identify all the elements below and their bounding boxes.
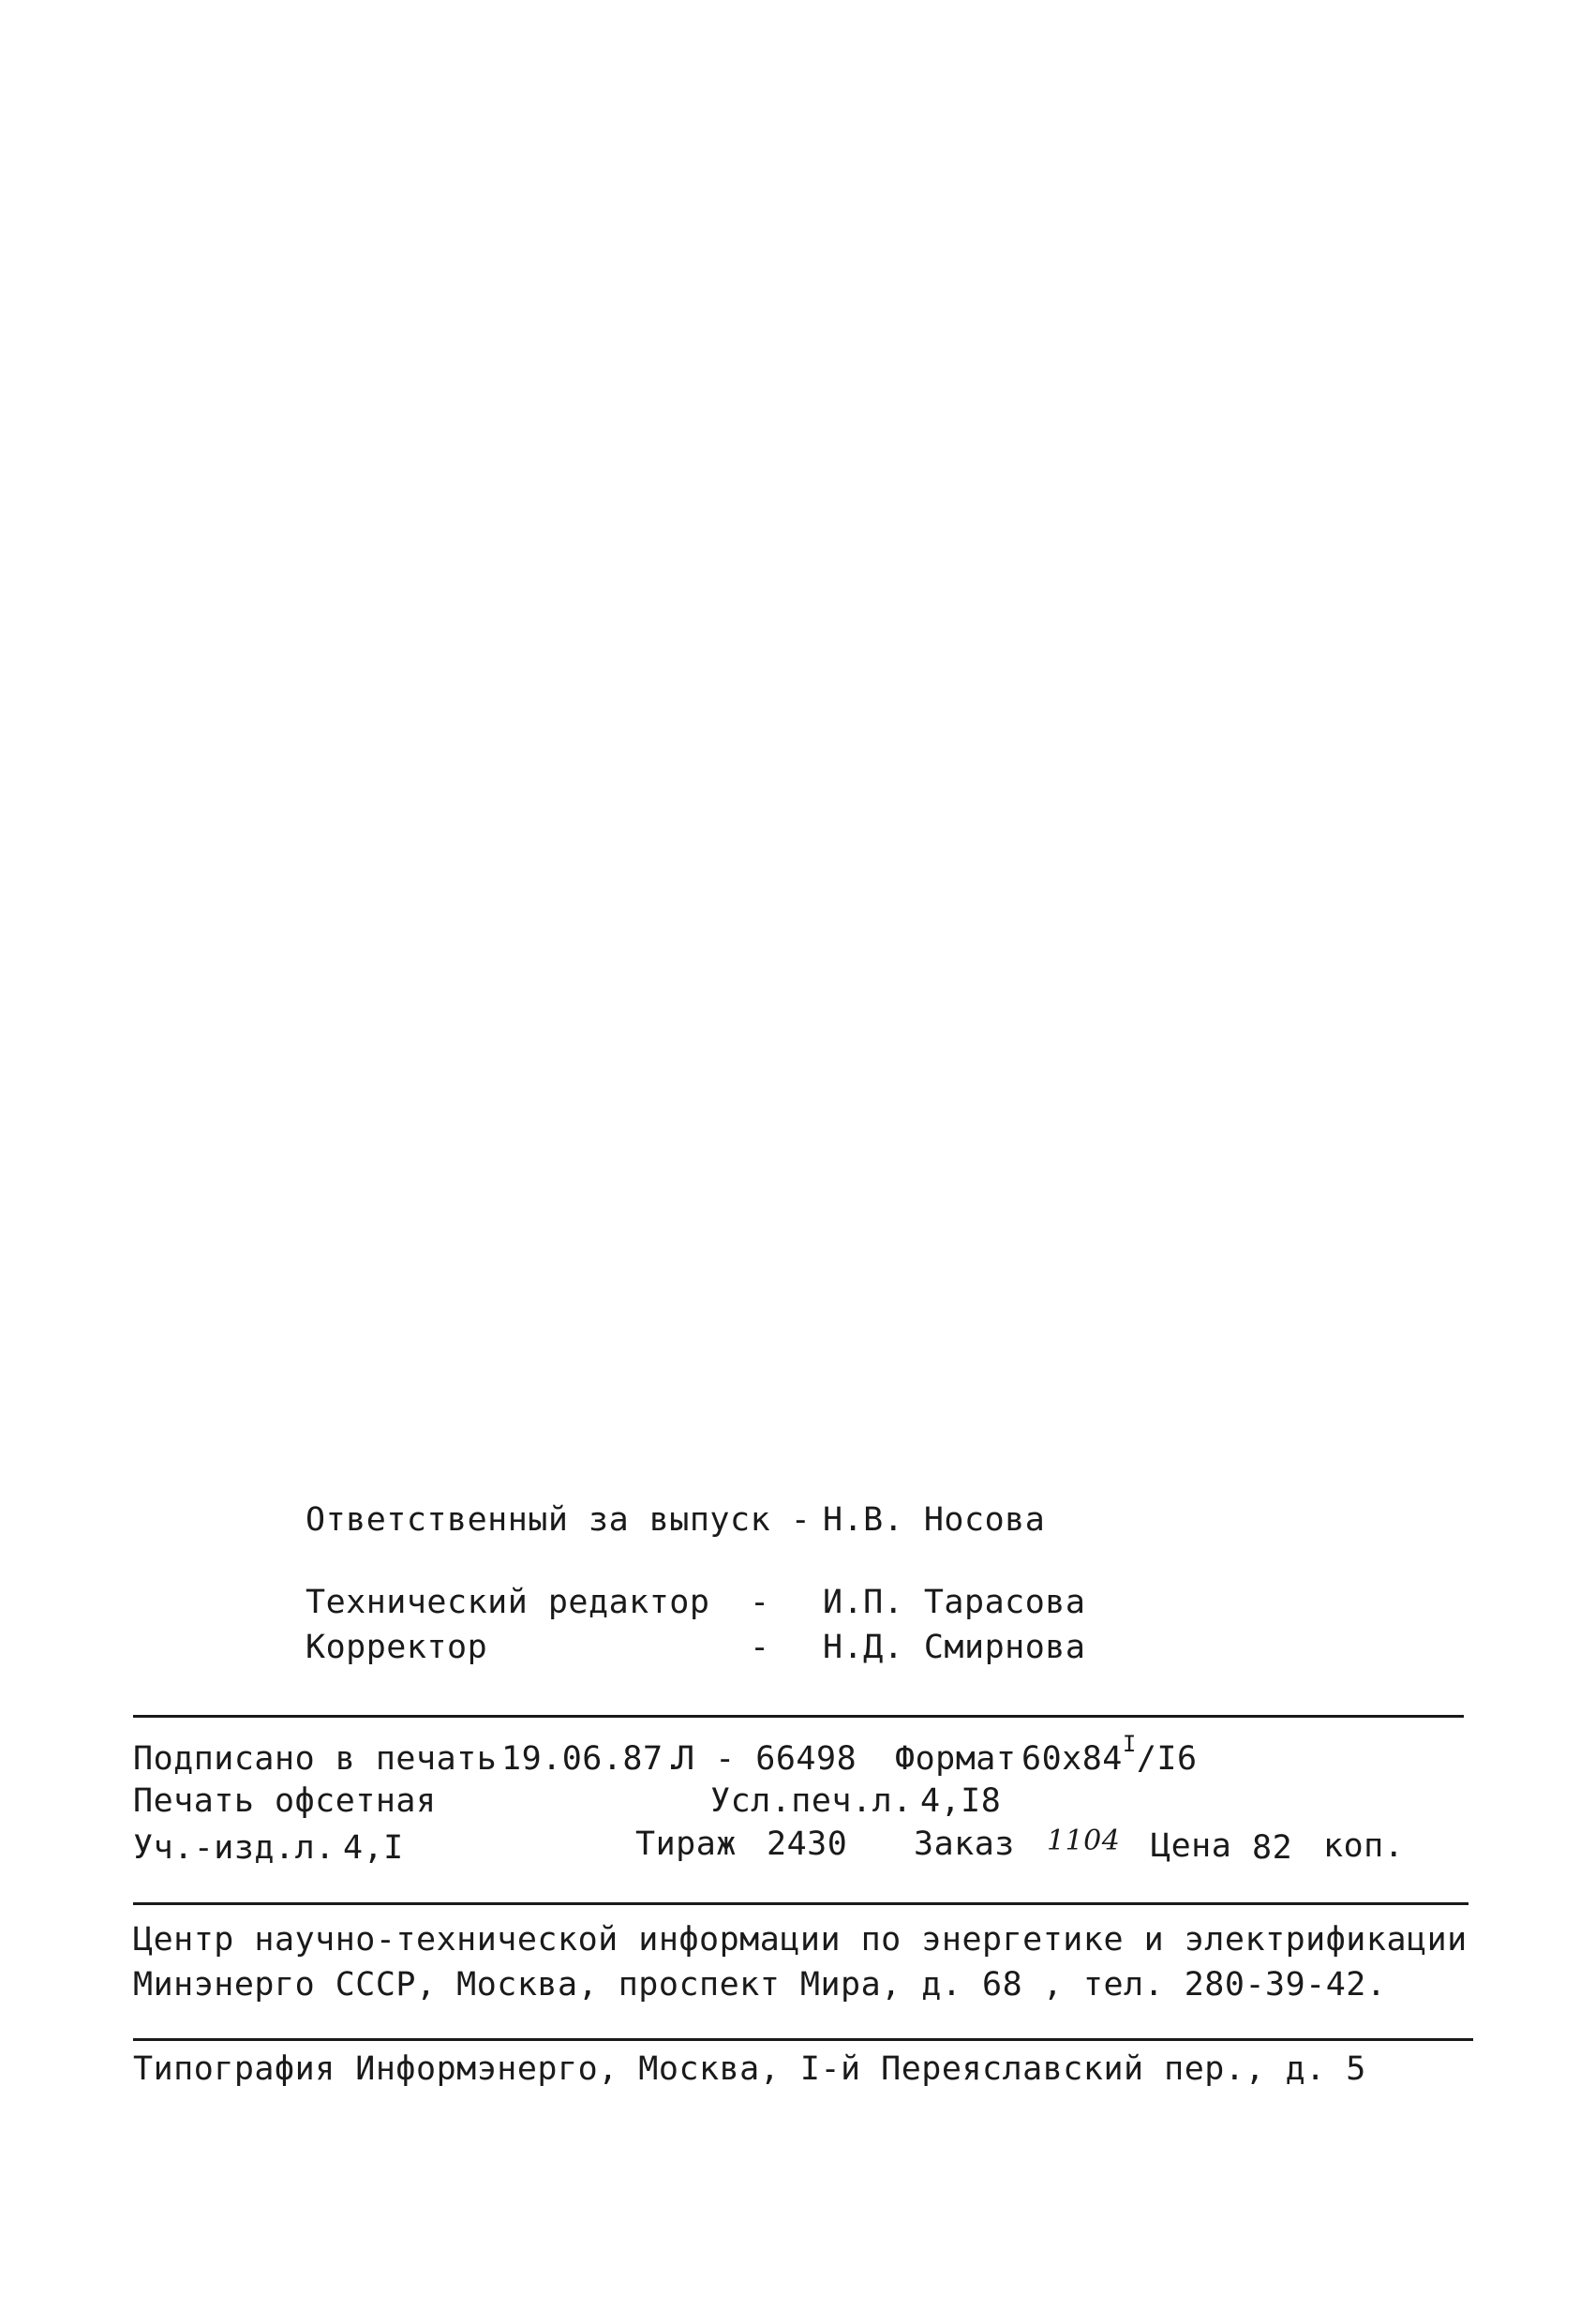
divider-rule-2 — [133, 1902, 1468, 1905]
tech-editor-label: Технический редактор — [306, 1584, 710, 1621]
divider-rule-3 — [133, 2038, 1473, 2041]
printer-line: Типография Информэнерго, Москва, I-й Переяславский пер., д. 5 — [133, 2050, 1366, 2088]
publisher-line-1: Центр научно-технической информации по энергетике и электрификации — [133, 1921, 1468, 1959]
format-value-main: 60x84 — [1021, 1740, 1123, 1778]
tech-editor-dash: - — [750, 1584, 770, 1621]
tech-editor-name: И.П. Тарасова — [823, 1584, 1086, 1621]
signed-label: Подписано в печать — [133, 1740, 498, 1778]
conv-sheets-value: 4,I8 — [920, 1782, 1002, 1820]
signed-date: 19.06.87. — [501, 1740, 684, 1778]
order-value-handwritten: 1104 — [1047, 1825, 1121, 1857]
conv-sheets-label: Усл.печ.л. — [710, 1782, 913, 1820]
divider-rule-1 — [133, 1715, 1464, 1718]
publisher-line-2: Минэнерго СССР, Москва, проспект Мира, д. 68 , тел. 280-39-42. — [133, 1966, 1387, 2004]
format-value-sup: I — [1122, 1731, 1137, 1758]
license-number: Л - 66498 — [675, 1740, 857, 1778]
pub-sheets-value: 4,I — [343, 1829, 404, 1867]
price-value: 82 — [1252, 1829, 1293, 1867]
print-type: Печать офсетная — [133, 1782, 437, 1820]
responsible-label: Ответственный за выпуск - — [306, 1501, 812, 1539]
corrector-dash: - — [750, 1629, 770, 1666]
circulation-value: 2430 — [767, 1825, 848, 1863]
format-value — [1021, 1731, 1198, 1780]
corrector-name: Н.Д. Смирнова — [823, 1629, 1086, 1666]
format-value-tail: /I6 — [1136, 1740, 1198, 1778]
circulation-label: Тираж — [635, 1825, 737, 1863]
format-label: Формат — [895, 1740, 1017, 1778]
price-label: Цена — [1151, 1827, 1232, 1865]
corrector-label: Корректор — [306, 1629, 488, 1666]
price-unit: коп. — [1323, 1827, 1405, 1865]
responsible-name: Н.В. Носова — [823, 1501, 1046, 1539]
pub-sheets-label: Уч.-изд.л. — [133, 1829, 335, 1867]
order-label: Заказ — [914, 1825, 1015, 1863]
